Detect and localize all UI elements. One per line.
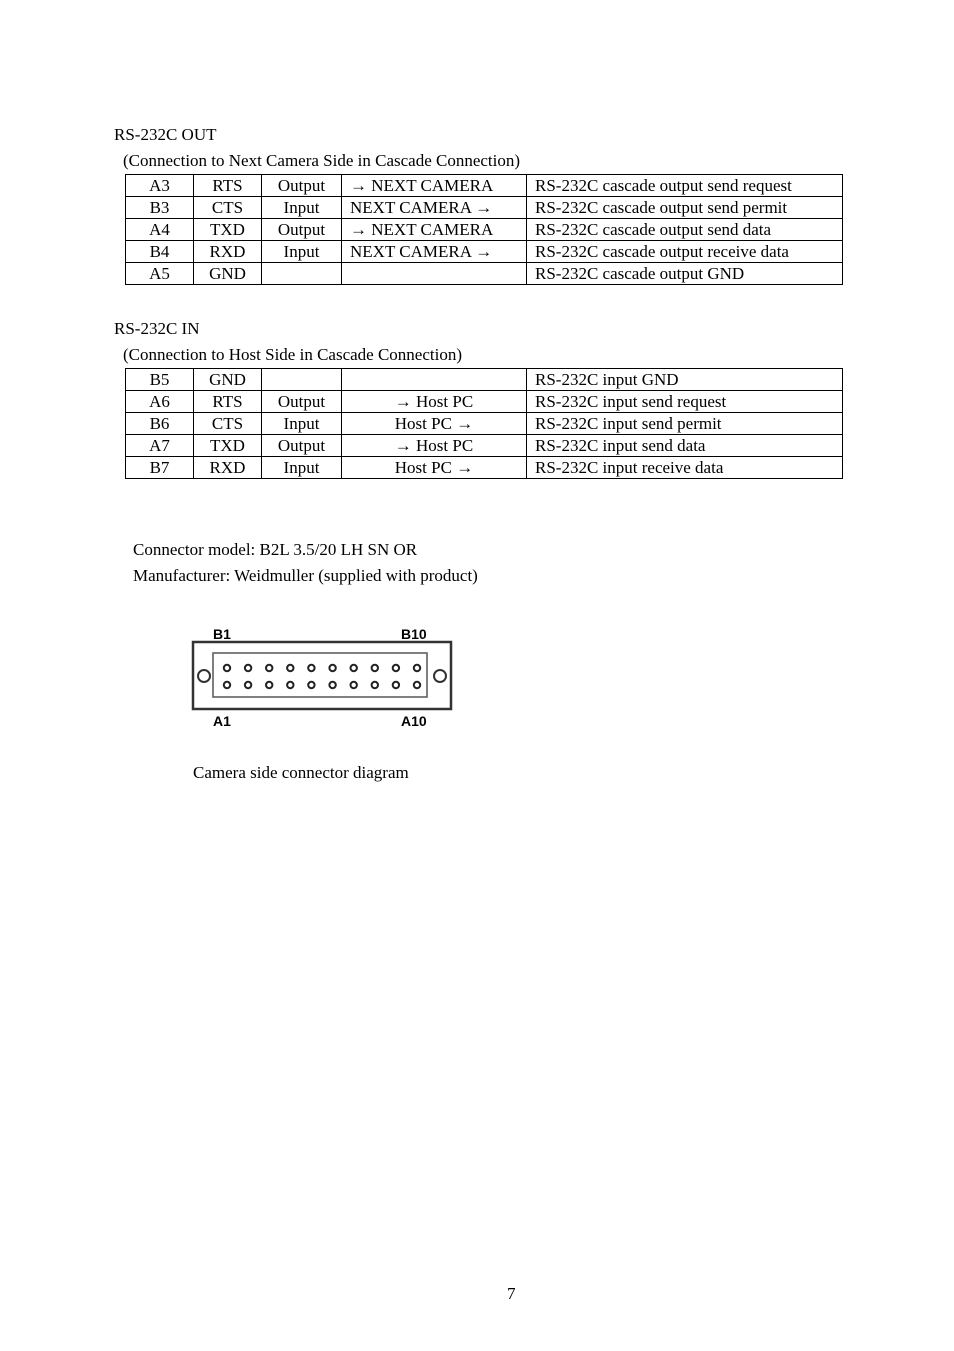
table-row <box>126 369 843 391</box>
connector-pin-area <box>213 653 427 697</box>
connector-pin-top <box>224 665 230 671</box>
rs232c-out-table <box>125 174 843 285</box>
connection-cell: NEXT CAMERA → <box>342 241 527 263</box>
connector-pin-bottom <box>393 682 399 688</box>
direction-cell: Output <box>262 391 342 413</box>
connector-pin-top <box>351 665 357 671</box>
section-title-rs232c-in: RS-232C IN <box>114 319 200 338</box>
description-cell: RS-232C cascade output send data <box>527 219 843 241</box>
connector-pin-top <box>393 665 399 671</box>
description-cell: RS-232C input receive data <box>527 457 843 479</box>
pin-cell: A3 <box>126 175 194 197</box>
pin-cell: A4 <box>126 219 194 241</box>
label-b10: B10 <box>401 626 427 642</box>
connection-cell: Host PC → <box>342 413 527 435</box>
signal-cell: TXD <box>194 219 262 241</box>
signal-cell: GND <box>194 263 262 285</box>
connector-pin-top <box>266 665 272 671</box>
direction-cell <box>262 263 342 285</box>
section-title-rs232c-out: RS-232C OUT <box>114 125 217 144</box>
description-cell: RS-232C cascade output receive data <box>527 241 843 263</box>
connector-pin-bottom <box>414 682 420 688</box>
pin-cell: B7 <box>126 457 194 479</box>
label-a1: A1 <box>213 713 231 729</box>
connector-diagram <box>185 618 460 733</box>
description-cell: RS-232C input send data <box>527 435 843 457</box>
table-row <box>126 391 843 413</box>
signal-cell: TXD <box>194 435 262 457</box>
connection-cell: → Host PC <box>342 391 527 413</box>
pin-cell: B5 <box>126 369 194 391</box>
signal-cell: CTS <box>194 413 262 435</box>
rs232c-in-table <box>125 368 843 479</box>
connector-pin-top <box>329 665 335 671</box>
connector-pin-top <box>308 665 314 671</box>
connector-pin-bottom <box>351 682 357 688</box>
pin-cell: B3 <box>126 197 194 219</box>
connector-pin-bottom <box>372 682 378 688</box>
connection-cell <box>342 369 527 391</box>
connector-pin-bottom <box>287 682 293 688</box>
direction-cell: Output <box>262 219 342 241</box>
connector-pin-top <box>287 665 293 671</box>
page-number: 7 <box>507 1284 516 1303</box>
connection-cell: Host PC → <box>342 457 527 479</box>
connector-pin-bottom <box>266 682 272 688</box>
mounting-hole-right <box>434 670 446 682</box>
diagram-caption: Camera side connector diagram <box>193 763 409 782</box>
label-a10: A10 <box>401 713 427 729</box>
table-row <box>126 219 843 241</box>
description-cell: RS-232C cascade output send permit <box>527 197 843 219</box>
connection-cell <box>342 263 527 285</box>
connection-cell: → NEXT CAMERA <box>342 175 527 197</box>
signal-cell: RXD <box>194 457 262 479</box>
description-cell: RS-232C input send request <box>527 391 843 413</box>
table-row <box>126 435 843 457</box>
table-row <box>126 241 843 263</box>
connector-manufacturer: Manufacturer: Weidmuller (supplied with product) <box>133 566 478 585</box>
signal-cell: GND <box>194 369 262 391</box>
pin-cell: A6 <box>126 391 194 413</box>
signal-cell: RTS <box>194 391 262 413</box>
table-row <box>126 457 843 479</box>
connection-cell: NEXT CAMERA → <box>342 197 527 219</box>
connector-pin-bottom <box>224 682 230 688</box>
description-cell: RS-232C input send permit <box>527 413 843 435</box>
direction-cell: Input <box>262 197 342 219</box>
table-row <box>126 197 843 219</box>
connector-pin-top <box>372 665 378 671</box>
description-cell: RS-232C input GND <box>527 369 843 391</box>
pin-cell: B6 <box>126 413 194 435</box>
description-cell: RS-232C cascade output send request <box>527 175 843 197</box>
section-subtitle-rs232c-in: (Connection to Host Side in Cascade Connection) <box>123 345 462 364</box>
table-row <box>126 175 843 197</box>
direction-cell <box>262 369 342 391</box>
label-b1: B1 <box>213 626 231 642</box>
connector-pin-top <box>414 665 420 671</box>
connector-pin-bottom <box>245 682 251 688</box>
table-row <box>126 263 843 285</box>
signal-cell: CTS <box>194 197 262 219</box>
signal-cell: RTS <box>194 175 262 197</box>
direction-cell: Input <box>262 457 342 479</box>
connector-pin-top <box>245 665 251 671</box>
direction-cell: Input <box>262 241 342 263</box>
pin-cell: B4 <box>126 241 194 263</box>
direction-cell: Input <box>262 413 342 435</box>
connector-pin-bottom <box>329 682 335 688</box>
mounting-hole-left <box>198 670 210 682</box>
signal-cell: RXD <box>194 241 262 263</box>
pin-cell: A7 <box>126 435 194 457</box>
section-subtitle-rs232c-out: (Connection to Next Camera Side in Cascade Connection) <box>123 151 521 170</box>
pin-cell: A5 <box>126 263 194 285</box>
connection-cell: → NEXT CAMERA <box>342 219 527 241</box>
direction-cell: Output <box>262 175 342 197</box>
description-cell: RS-232C cascade output GND <box>527 263 843 285</box>
connector-pin-bottom <box>308 682 314 688</box>
direction-cell: Output <box>262 435 342 457</box>
connection-cell: → Host PC <box>342 435 527 457</box>
table-row <box>126 413 843 435</box>
connector-model: Connector model: B2L 3.5/20 LH SN OR <box>133 540 418 559</box>
